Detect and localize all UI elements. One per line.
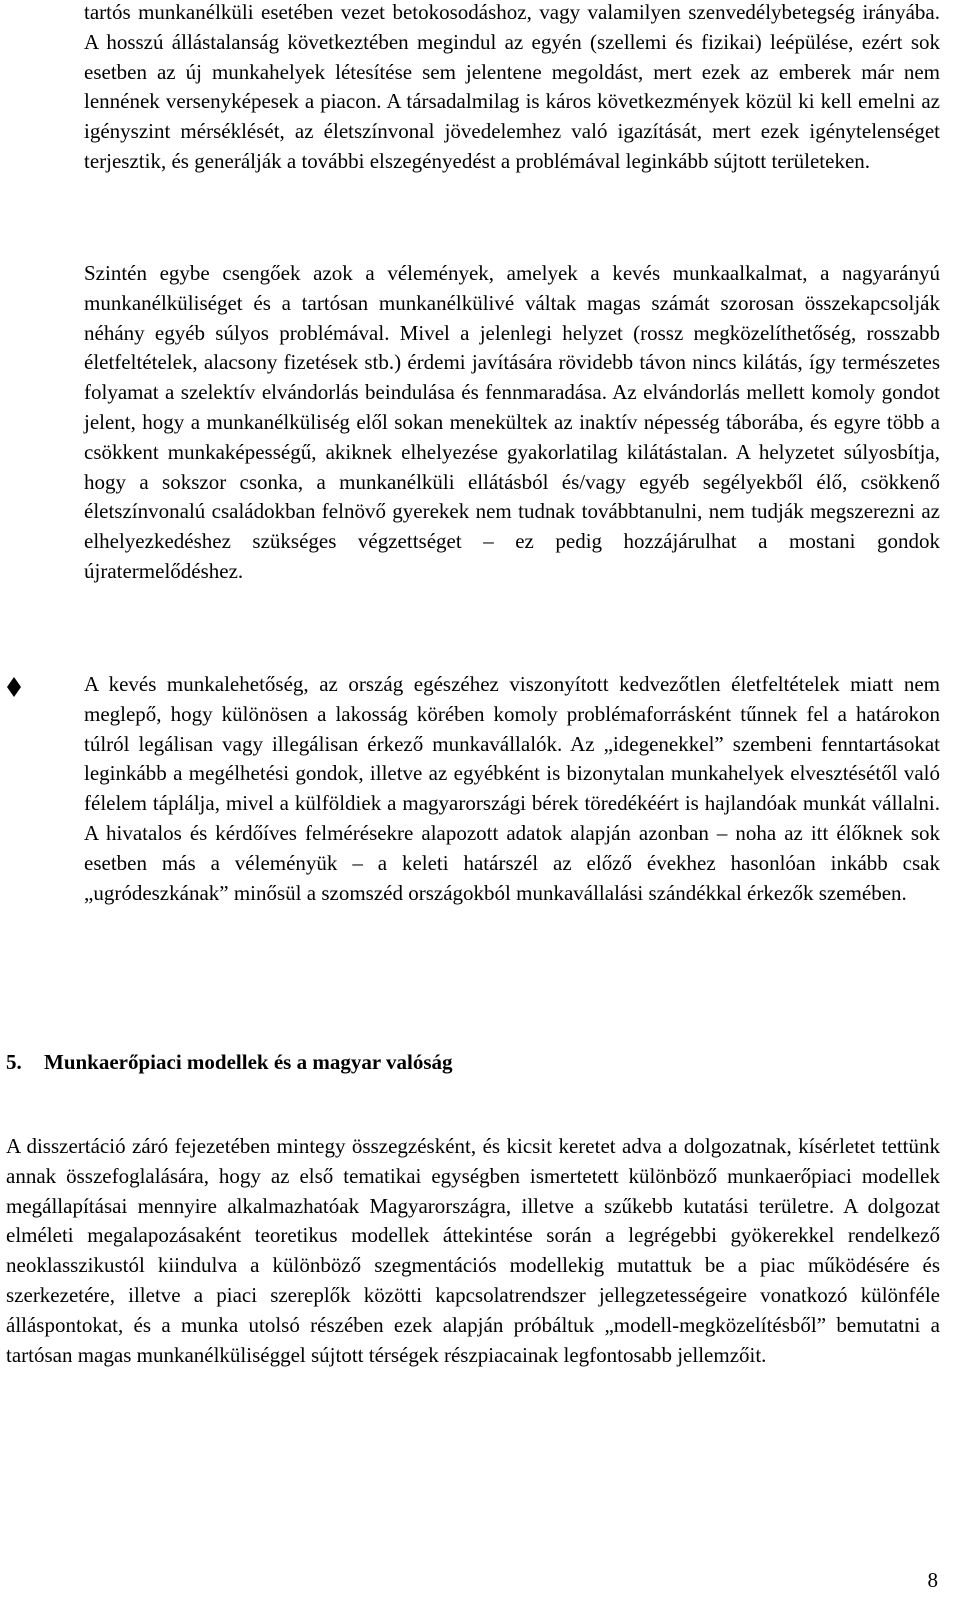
paragraph-dissertation-summary: A disszertáció záró fejezetében mintegy összegzésként, és kicsit keretet adva a dolgozatnak, kísérletet tettünk annak összefoglalására, hogy az első tematikai egységben ismertetett különböző munkaerőpiaci modellek megállapításai mennyire alkalmazhatóak Magyarországra, illetve a szűkebb kutatási területre. A dolgozat elméleti megalapozásaként teoretikus modellek áttekintése során a legrégebbi gyökerekkel rendelkező neoklasszikustól kiindulva a különböző szegmentációs modellekig mutattuk be a piac működésére és szerkezetére, illetve a piaci szereplők közötti kapcsolatrendszer jellegzetességeire vonatkozó különféle álláspontokat, és a munka utolsó részében ezek alapján próbáltuk „modell-megközelítésből” bemutatni a tartósan magas munkanélküliséggel sújtott térségek részpiacainak legfontosabb jellemzőit. (6, 1134, 940, 1367)
paragraph-unemployment-consequences: tartós munkanélküli esetében vezet betokosodáshoz, vagy valamilyen szenvedélybetegség irányába. A hosszú állástalanság következtében megindul az egyén (szellemi és fizikai) leépülése, ezért sok esetben az új munkahelyek létesítése sem jelentene megoldást, mert ezek az emberek már nem lennének versenyképesek a piacon. A társadalmilag is káros következmények közül ki kell emelni az igényszint mérséklését, az életszínvonal jövedelemhez való igazítását, mert ezek igénytelenséget terjesztik, és generálják a további elszegényedést a problémával leginkább sújtott területeken. (84, 0, 940, 173)
page-number: 8 (927, 1568, 938, 1592)
paragraph-related-problems: Szintén egybe csengőek azok a vélemények, amelyek a kevés munkaalkalmat, a nagyarányú munkanélküliséget és a tartósan munkanélkülivé váltak magas számát szorosan összekapcsolják néhány egyéb súlyos problémával. Mivel a jelenlegi helyzet (rossz megközelíthetőség, rosszabb életfeltételek, alacsony fizetések stb.) érdemi javítására rövidebb távon nincs kilátás, így természetes folyamat a szelektív elvándorlás beindulása és fennmaradása. Az elvándorlás mellett komoly gondot jelent, hogy a munkanélküliség elől sokan menekültek az inaktív népesség táborába, és egyre több a csökkent munkaképességű, akiknek elhelyezése gyakorlatilag kilátástalan. A helyzetet súlyosbítja, hogy a sokszor csonka, a munkanélküli ellátásból és/vagy egyéb segélyekből élő, csökkenő életszínvonalú családokban felnövő gyerekek nem tudnak továbbtanulni, nem tudják megszerezni az elhelyezkedéshez szükséges végzettséget – ez pedig hozzájárulhat a mostani gondok újratermelődéshez. (84, 261, 940, 583)
paragraph-foreign-workers: A kevés munkalehetőség, az ország egészéhez viszonyított kedvezőtlen életfeltételek miatt nem meglepő, hogy különösen a lakosság körében komoly problémaforrásként tűnnek fel a határokon túlról legálisan vagy illegálisan érkező munkavállalók. Az „idegenekkel” szembeni fenntartásokat leginkább a megélhetési gondok, illetve az egyébként is bizonytalan munkahelyek elvesztésétől való félelem táplálja, mivel a külföldiek a magyarországi bérek töredékéért is hajlandóak munkát vállalni. A hivatalos és kérdőíves felmérésekre alapozott adatok alapján azonban – noha az itt élőknek sok esetben más a véleményük – a keleti határszél az előző évekhez hasonlóan inkább csak „ugródeszkának” minősül a szomszéd országokból munkavállalási szándékkal érkezők szemében. (84, 672, 940, 905)
section-heading (6, 1047, 453, 1077)
section-number: 5. (6, 1050, 22, 1074)
diamond-bullet-icon (6, 676, 22, 698)
section-title: Munkaerőpiaci modellek és a magyar valóság (44, 1050, 453, 1074)
